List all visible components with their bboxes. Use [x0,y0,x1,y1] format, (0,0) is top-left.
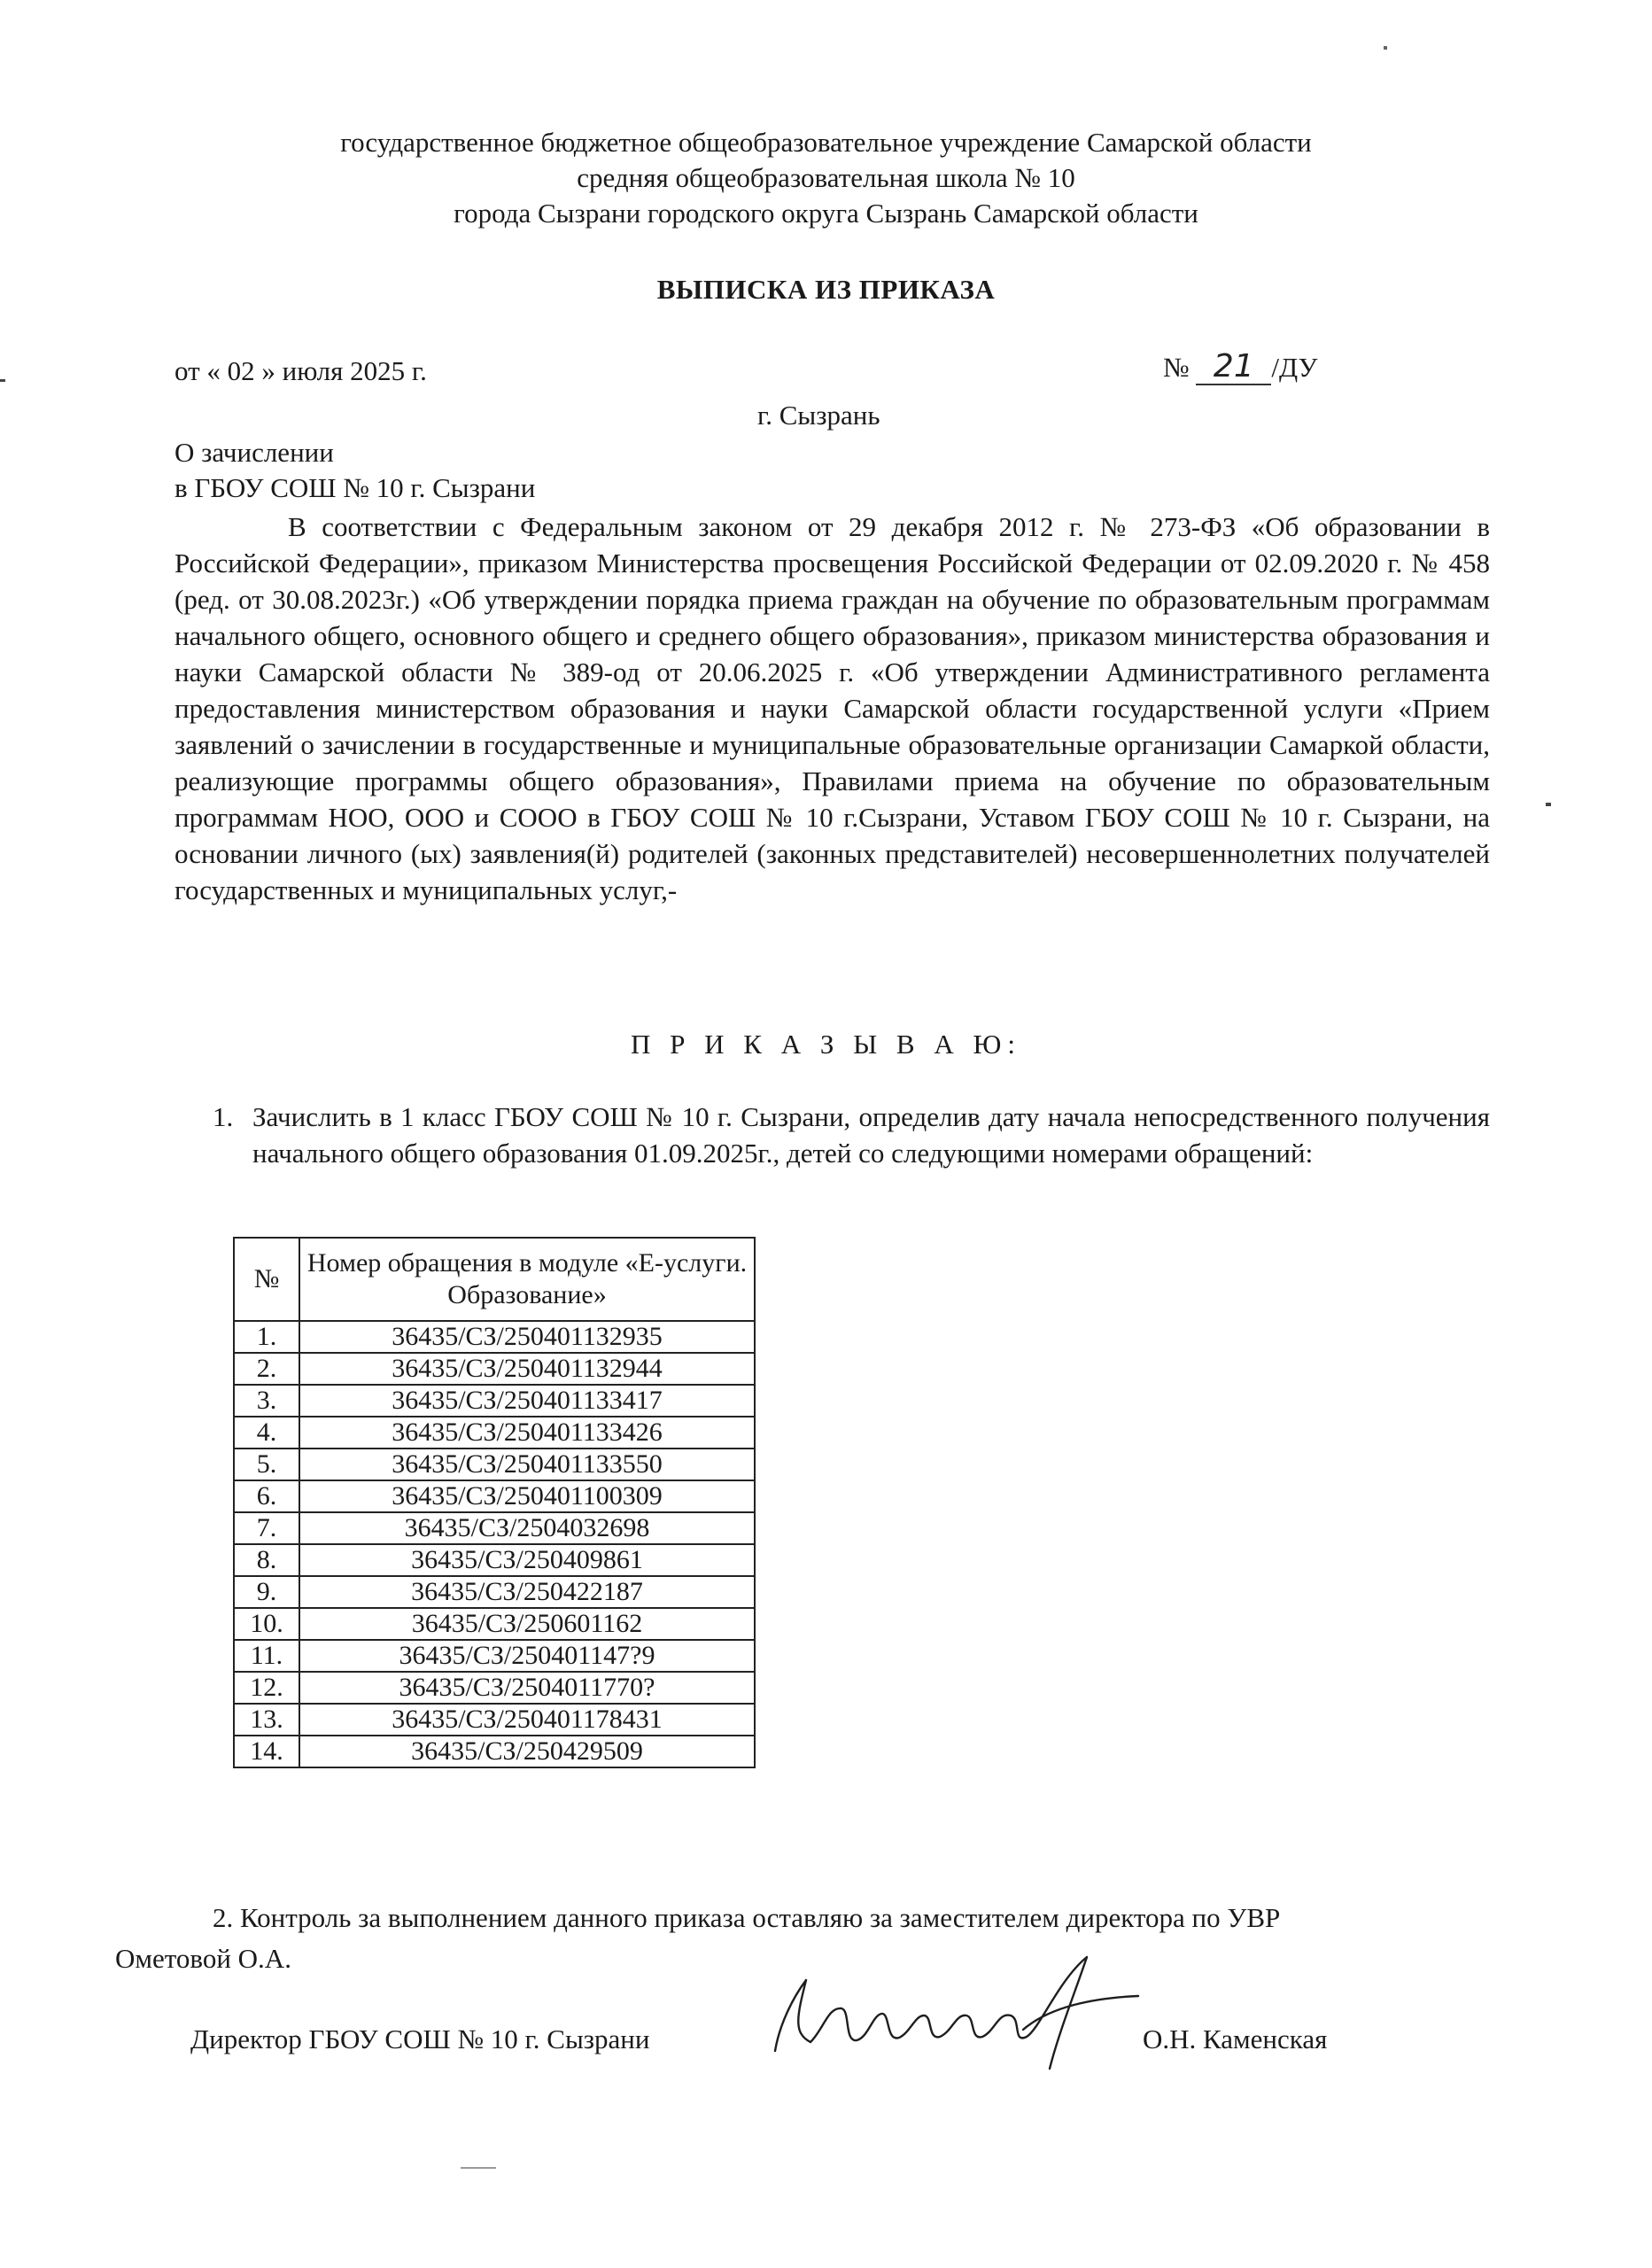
table-row [234,1544,755,1576]
handwritten-signature [757,1945,1165,2078]
scan-speck [461,2167,496,2169]
table-cell-number: 1. [234,1321,299,1353]
table-cell-number: 8. [234,1544,299,1576]
table-cell-request-id: 36435/СЗ/250429509 [299,1736,755,1767]
table-cell-number: 13. [234,1704,299,1736]
document-title: ВЫПИСКА ИЗ ПРИКАЗА [656,274,996,305]
table-row [234,1417,755,1449]
table-cell-request-id: 36435/СЗ/250401133426 [299,1417,755,1449]
scan-speck [1384,46,1387,50]
order-number [1163,349,1317,385]
table-row [234,1512,755,1544]
table-cell-number: 12. [234,1672,299,1704]
table-row [234,1449,755,1480]
scan-speck [0,379,5,382]
table-cell-number: 5. [234,1449,299,1480]
institution-name-line-3: города Сызрани городского округа Сызрань Самарской области [454,198,1198,229]
table-row [234,1672,755,1704]
table-cell-request-id: 36435/СЗ/250401100309 [299,1480,755,1512]
signatory-position: Директор ГБОУ СОШ № 10 г. Сызрани [190,2023,650,2054]
table-cell-request-id: 36435/СЗ/250601162 [299,1608,755,1640]
table-cell-request-id: 36435/СЗ/2504011770? [299,1672,755,1704]
table-header-request: Номер обращения в модуле «Е-услуги. Образование» [299,1238,755,1321]
table-cell-request-id: 36435/СЗ/250401147?9 [299,1640,755,1672]
table-row [234,1640,755,1672]
table-row [234,1736,755,1767]
signatory-name: О.Н. Каменская [1143,2023,1328,2054]
item-2-line-1: 2. Контроль за выполнением данного приказа оставляю за заместителем директора по УВР [213,1902,1281,1933]
table-cell-request-id: 36435/СЗ/250401132944 [299,1353,755,1385]
order-number-suffix: /ДУ [1271,352,1318,383]
preamble-text: В соответствии с Федеральным законом от 29 декабря 2012 г. № 273-ФЗ «Об образовании в Российской Федерации», приказом Министерства просвещения Российской Федерации от 02.09.2020 г. № 458 (ред. от 30.08.2023г.) «Об утверждении порядка приема граждан на обучение по образовательным программам начального общего, основного общего и среднего общего образования», приказом министерства образования и науки Самарской области № 389-од от 20.06.2025 г. «Об утверждении Административного регламента предоставления министерством образования и науки Самарской области государственной услуги «Прием заявлений о зачислении в государственные и муниципальные образовательные организации Самаркой области, реализующие программы общего образования», Правилами приема на обучение по образовательным программам НОО, ООО и СООО в ГБОУ СОШ № 10 г.Сызрани, Уставом ГБОУ СОШ № 10 г. Сызрани, на основании личного (ых) заявления(й) родителей (законных представителей) несовершеннолетних получателей государственных и муниципальных услуг,- [175,511,1490,905]
item-1-text: Зачислить в 1 класс ГБОУ СОШ № 10 г. Сызрани, определив дату начала непосредственного получения начального общего образования 01.09.2025г., детей со следующими номерами обращений: [252,1101,1490,1169]
table-cell-request-id: 36435/СЗ/250401178431 [299,1704,755,1736]
order-directive-word: П Р И К А З Ы В А Ю: [631,1029,1021,1060]
table-row [234,1321,755,1353]
item-1 [252,1099,1490,1171]
table-row [234,1608,755,1640]
order-number-prefix: № [1163,352,1190,383]
subject-line-1: О зачислении [175,437,334,468]
table-cell-number: 2. [234,1353,299,1385]
table-row [234,1385,755,1417]
table-row [234,1576,755,1608]
table-header-number: № [234,1238,299,1321]
table-cell-number: 11. [234,1640,299,1672]
table-cell-number: 10. [234,1608,299,1640]
table-cell-request-id: 36435/СЗ/250401133550 [299,1449,755,1480]
table-cell-request-id: 36435/СЗ/250401133417 [299,1385,755,1417]
requests-table [233,1237,756,1768]
scan-speck [1546,803,1551,806]
item-1-number: 1. [213,1101,234,1132]
order-city: г. Сызрань [757,400,880,431]
table-cell-number: 7. [234,1512,299,1544]
item-2-line-2: Ометовой О.А. [115,1943,291,1974]
table-cell-number: 6. [234,1480,299,1512]
preamble-paragraph [175,509,1490,908]
table-cell-request-id: 36435/СЗ/2504032698 [299,1512,755,1544]
table-row [234,1480,755,1512]
order-number-handwritten: 21 [1196,350,1271,385]
table-row [234,1704,755,1736]
table-cell-number: 3. [234,1385,299,1417]
table-row [234,1353,755,1385]
table-cell-request-id: 36435/СЗ/250409861 [299,1544,755,1576]
table-cell-number: 14. [234,1736,299,1767]
institution-name-line-2: средняя общеобразовательная школа № 10 [577,162,1075,193]
subject-line-2: в ГБОУ СОШ № 10 г. Сызрани [175,472,536,503]
table-header-row [234,1238,755,1321]
table-cell-number: 4. [234,1417,299,1449]
table-cell-request-id: 36435/СЗ/250422187 [299,1576,755,1608]
table-body [234,1321,755,1767]
order-date: от « 02 » июля 2025 г. [175,355,427,386]
table-cell-request-id: 36435/СЗ/250401132935 [299,1321,755,1353]
institution-name-line-1: государственное бюджетное общеобразовательное учреждение Самарской области [340,127,1312,158]
table-cell-number: 9. [234,1576,299,1608]
